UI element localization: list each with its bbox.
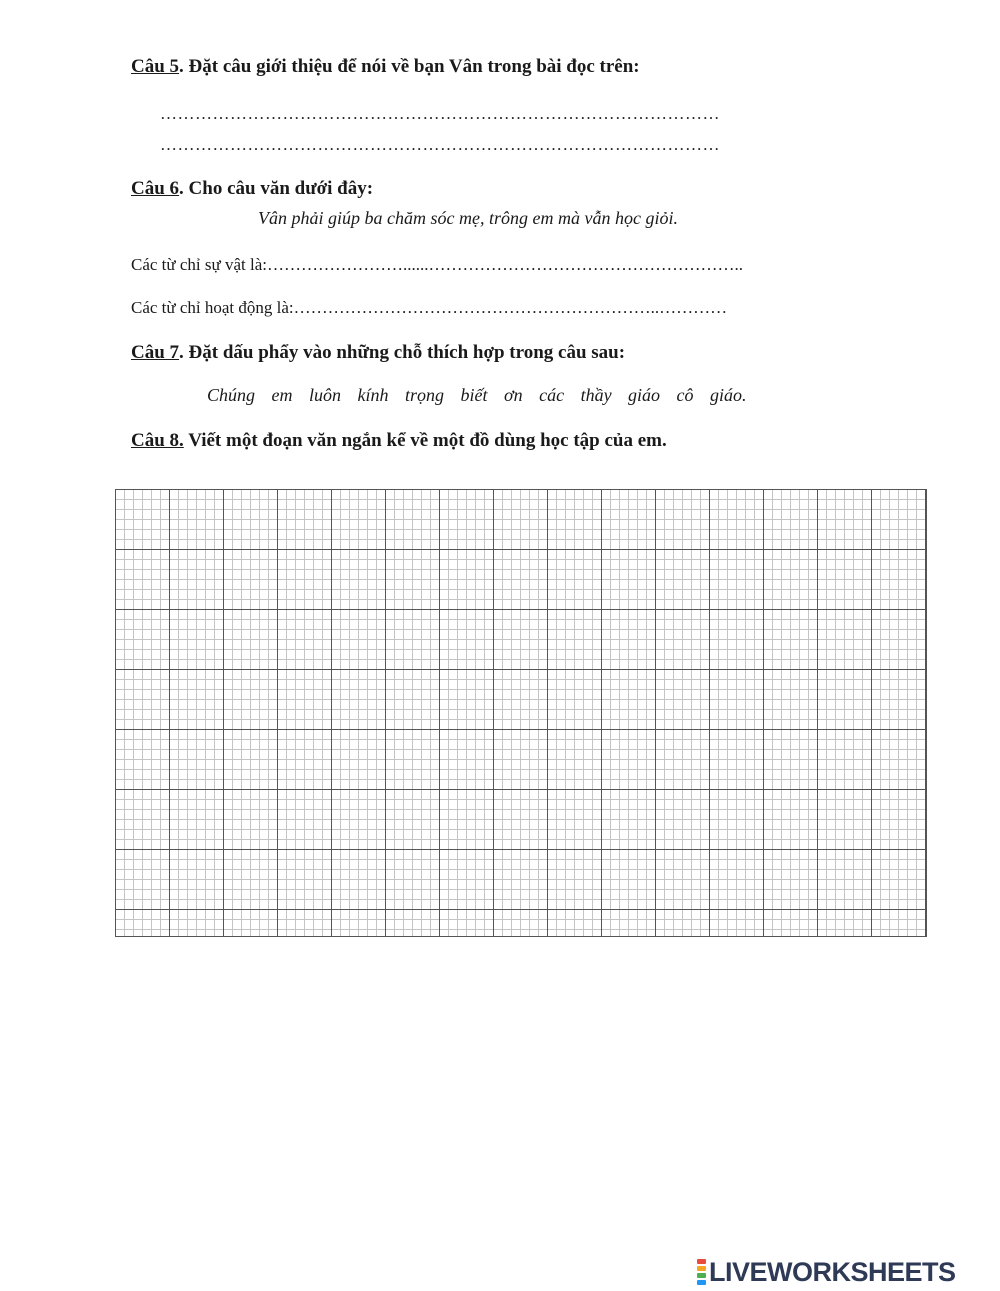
q5-answer-line-2[interactable]: …………………………………………………………………………………… (160, 135, 720, 154)
q8-number: Câu 8. (131, 430, 184, 451)
writing-grid[interactable] (115, 489, 927, 937)
logo-block-1 (697, 1259, 706, 1264)
q5-heading (131, 56, 640, 78)
q6-nouns-line[interactable]: Các từ chỉ sự vật là:……………………......……………………………………………….. (131, 255, 743, 274)
q7-number: Câu 7 (131, 342, 180, 363)
q6-sentence: Vân phải giúp ba chăm sóc mẹ, trông em mà vẫn học giỏi. (258, 208, 678, 228)
logo-block-2 (697, 1266, 706, 1271)
q7-sentence[interactable]: Chúng em luôn kính trọng biết ơn các thầy giáo cô giáo. (207, 385, 747, 405)
q8-heading (131, 430, 667, 452)
q6-verbs-line[interactable]: Các từ chỉ hoạt động là:………………………………………………………..………… (131, 298, 728, 317)
q5-answer-line-1[interactable]: …………………………………………………………………………………… (160, 104, 720, 123)
q6-text: . Cho câu văn dưới đây: (179, 178, 374, 199)
logo-block-4 (697, 1280, 706, 1285)
q7-heading (131, 342, 625, 364)
liveworksheets-logo-icon (697, 1259, 706, 1285)
q6-number: Câu 6 (131, 178, 180, 199)
q5-text: . Đặt câu giới thiệu để nói về bạn Vân trong bài đọc trên: (179, 56, 640, 77)
q7-text: . Đặt dấu phẩy vào những chỗ thích hợp trong câu sau: (179, 342, 626, 363)
q6-heading (131, 178, 373, 200)
q5-number: Câu 5 (131, 56, 180, 77)
q8-text: Viết một đoạn văn ngắn kể về một đồ dùng học tập của em. (183, 430, 667, 451)
liveworksheets-logo (697, 1256, 956, 1288)
logo-text: LIVEWORKSHEETS (709, 1256, 956, 1287)
logo-block-3 (697, 1273, 706, 1278)
